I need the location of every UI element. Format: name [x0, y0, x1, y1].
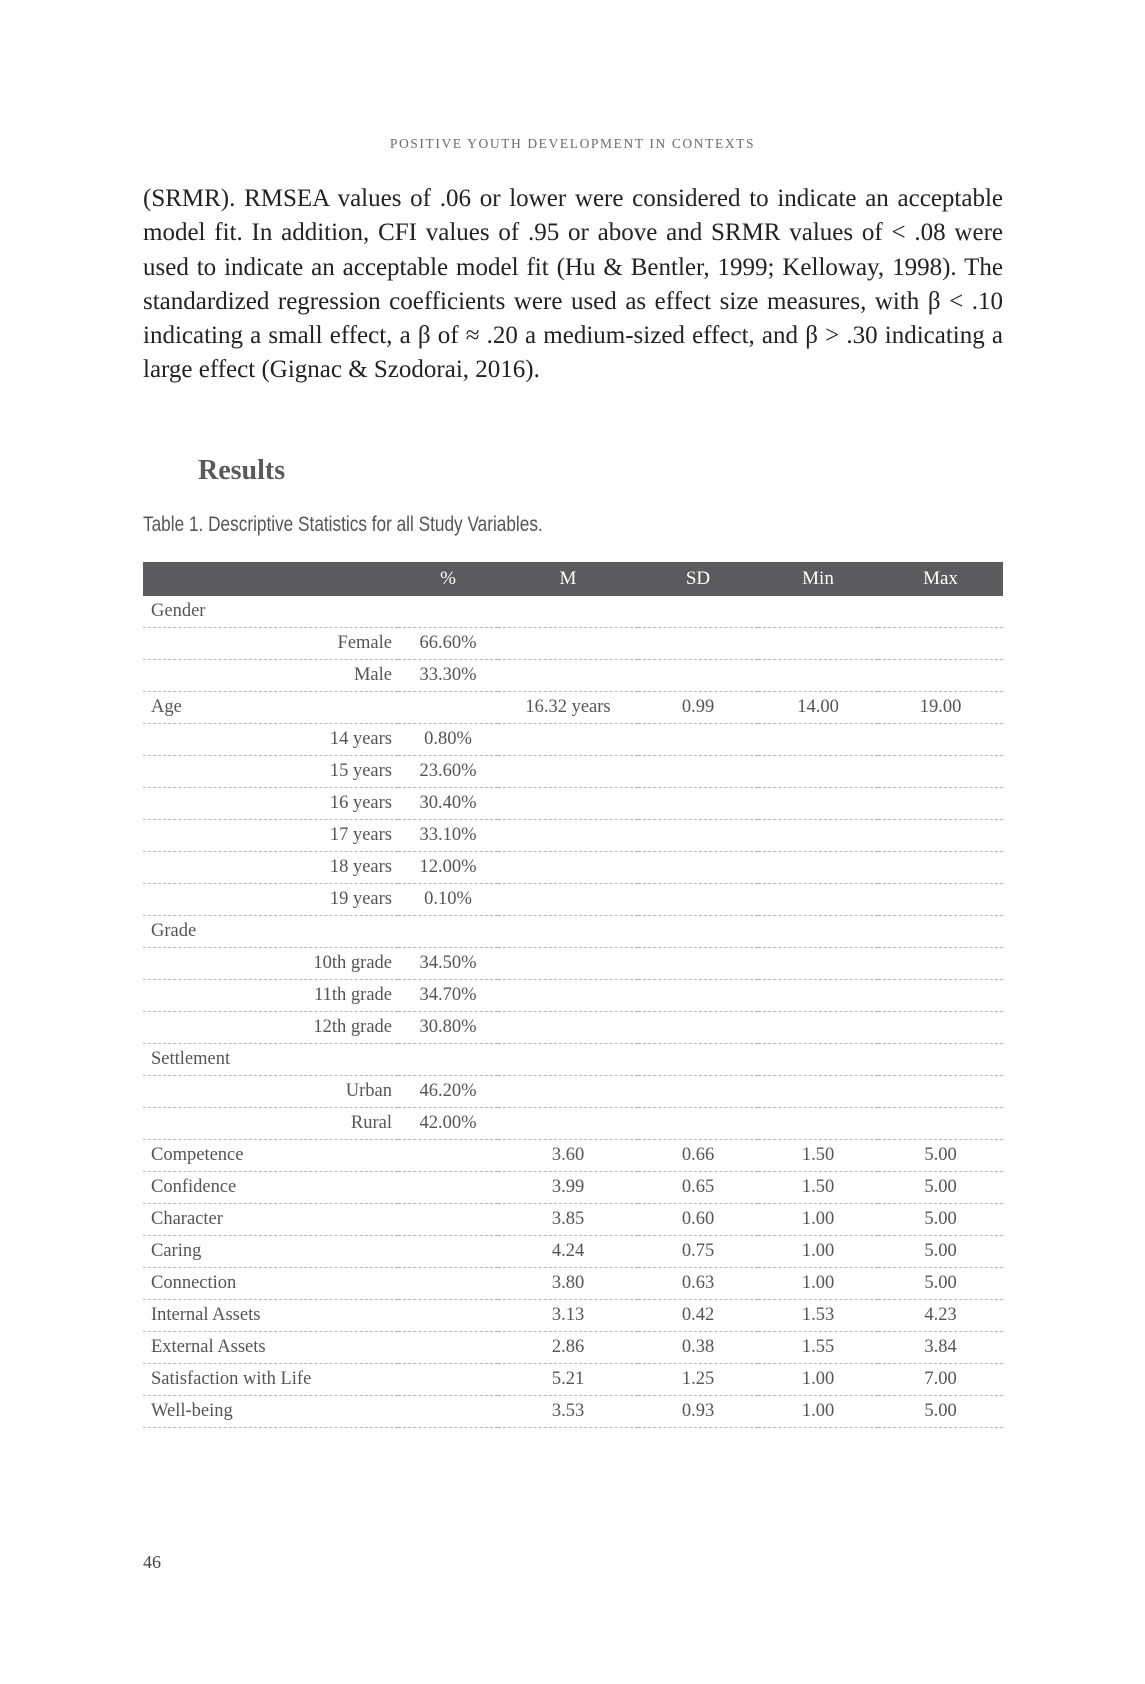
- table-body: [143, 596, 1003, 1428]
- cell-percent: 46.20%: [398, 1076, 498, 1108]
- cell-mean: 3.99: [498, 1172, 638, 1204]
- row-sublabel: Rural: [143, 1108, 398, 1140]
- cell-sd: 0.99: [638, 692, 758, 724]
- cell-percent: [398, 1300, 498, 1332]
- table-row: [143, 852, 1003, 884]
- cell-max: 5.00: [878, 1236, 1003, 1268]
- row-sublabel: 19 years: [143, 884, 398, 916]
- table-row: [143, 788, 1003, 820]
- row-sublabel: 12th grade: [143, 1012, 398, 1044]
- cell-sd: 0.66: [638, 1140, 758, 1172]
- page-number: 46: [143, 1552, 161, 1572]
- row-sublabel: Male: [143, 660, 398, 692]
- table-row: [143, 1236, 1003, 1268]
- cell-max: 5.00: [878, 1268, 1003, 1300]
- row-label: Age: [143, 692, 398, 724]
- cell-max: [878, 1044, 1003, 1076]
- cell-min: 1.00: [758, 1204, 878, 1236]
- cell-mean: [498, 1108, 638, 1140]
- cell-mean: [498, 1012, 638, 1044]
- row-sublabel: Urban: [143, 1076, 398, 1108]
- cell-max: 4.23: [878, 1300, 1003, 1332]
- cell-sd: [638, 596, 758, 628]
- cell-percent: 0.10%: [398, 884, 498, 916]
- row-label: Character: [143, 1204, 398, 1236]
- cell-percent: 12.00%: [398, 852, 498, 884]
- table-row: [143, 692, 1003, 724]
- row-sublabel: 16 years: [143, 788, 398, 820]
- table-header-row: [143, 562, 1003, 596]
- cell-percent: 0.80%: [398, 724, 498, 756]
- cell-percent: 30.40%: [398, 788, 498, 820]
- cell-min: [758, 884, 878, 916]
- table-row: [143, 1172, 1003, 1204]
- cell-max: 5.00: [878, 1204, 1003, 1236]
- column-header-max: Max: [878, 562, 1003, 596]
- row-label: External Assets: [143, 1332, 398, 1364]
- table-row: [143, 1364, 1003, 1396]
- row-label: Well-being: [143, 1396, 398, 1428]
- table-row: [143, 1076, 1003, 1108]
- cell-percent: [398, 1332, 498, 1364]
- cell-max: [878, 948, 1003, 980]
- cell-mean: [498, 628, 638, 660]
- cell-sd: 0.60: [638, 1204, 758, 1236]
- row-sublabel: 11th grade: [143, 980, 398, 1012]
- cell-max: [878, 788, 1003, 820]
- table-row: [143, 980, 1003, 1012]
- table-row: [143, 916, 1003, 948]
- cell-percent: [398, 692, 498, 724]
- cell-min: [758, 788, 878, 820]
- cell-sd: [638, 1108, 758, 1140]
- row-sublabel: 14 years: [143, 724, 398, 756]
- cell-max: 7.00: [878, 1364, 1003, 1396]
- table-row: [143, 660, 1003, 692]
- cell-percent: 66.60%: [398, 628, 498, 660]
- column-header-label: [143, 562, 398, 596]
- cell-mean: [498, 948, 638, 980]
- table-row: [143, 1268, 1003, 1300]
- cell-min: 1.00: [758, 1236, 878, 1268]
- cell-percent: 42.00%: [398, 1108, 498, 1140]
- cell-mean: 5.21: [498, 1364, 638, 1396]
- cell-percent: [398, 1236, 498, 1268]
- cell-min: 1.50: [758, 1140, 878, 1172]
- cell-max: [878, 1076, 1003, 1108]
- cell-sd: 0.38: [638, 1332, 758, 1364]
- section-heading-results: Results: [198, 455, 286, 486]
- cell-sd: 0.93: [638, 1396, 758, 1428]
- cell-percent: [398, 1204, 498, 1236]
- row-sublabel: Female: [143, 628, 398, 660]
- row-sublabel: 10th grade: [143, 948, 398, 980]
- cell-percent: [398, 1140, 498, 1172]
- cell-percent: 33.10%: [398, 820, 498, 852]
- table-row: [143, 756, 1003, 788]
- cell-mean: [498, 916, 638, 948]
- cell-max: [878, 1108, 1003, 1140]
- cell-max: [878, 1012, 1003, 1044]
- cell-percent: [398, 1364, 498, 1396]
- row-label: Confidence: [143, 1172, 398, 1204]
- table-row: [143, 1332, 1003, 1364]
- cell-max: 19.00: [878, 692, 1003, 724]
- row-label: Caring: [143, 1236, 398, 1268]
- table-row: [143, 884, 1003, 916]
- row-label: Grade: [143, 916, 398, 948]
- cell-mean: [498, 660, 638, 692]
- cell-sd: 0.42: [638, 1300, 758, 1332]
- cell-max: [878, 756, 1003, 788]
- cell-sd: 0.63: [638, 1268, 758, 1300]
- table-row: [143, 1044, 1003, 1076]
- column-header-sd: SD: [638, 562, 758, 596]
- cell-sd: [638, 980, 758, 1012]
- row-label: Connection: [143, 1268, 398, 1300]
- table-row: [143, 628, 1003, 660]
- cell-mean: 3.53: [498, 1396, 638, 1428]
- cell-mean: 4.24: [498, 1236, 638, 1268]
- table-row: [143, 1012, 1003, 1044]
- table-row: [143, 724, 1003, 756]
- cell-percent: 34.70%: [398, 980, 498, 1012]
- cell-sd: [638, 628, 758, 660]
- cell-sd: [638, 660, 758, 692]
- cell-min: [758, 660, 878, 692]
- row-label: Settlement: [143, 1044, 398, 1076]
- row-label: Satisfaction with Life: [143, 1364, 398, 1396]
- cell-percent: [398, 1268, 498, 1300]
- cell-percent: [398, 1044, 498, 1076]
- cell-max: [878, 660, 1003, 692]
- cell-min: [758, 820, 878, 852]
- cell-mean: [498, 756, 638, 788]
- row-label: Competence: [143, 1140, 398, 1172]
- cell-min: [758, 980, 878, 1012]
- cell-min: [758, 596, 878, 628]
- cell-min: 1.00: [758, 1364, 878, 1396]
- cell-percent: [398, 596, 498, 628]
- cell-mean: 3.13: [498, 1300, 638, 1332]
- row-label: Internal Assets: [143, 1300, 398, 1332]
- cell-mean: 3.80: [498, 1268, 638, 1300]
- cell-min: 14.00: [758, 692, 878, 724]
- cell-mean: [498, 596, 638, 628]
- cell-min: [758, 916, 878, 948]
- cell-min: 1.53: [758, 1300, 878, 1332]
- cell-percent: 33.30%: [398, 660, 498, 692]
- table-row: [143, 1396, 1003, 1428]
- cell-min: [758, 1076, 878, 1108]
- row-sublabel: 17 years: [143, 820, 398, 852]
- cell-max: [878, 884, 1003, 916]
- table-row: [143, 820, 1003, 852]
- cell-max: 5.00: [878, 1172, 1003, 1204]
- body-paragraph: (SRMR). RMSEA values of .06 or lower were considered to indicate an acceptable model fit. In addition, CFI values of .95 or above and SRMR values of < .08 were used to indicate an acceptable model fit (Hu & Bentler, 1999; Kelloway, 1998). The standardized regression coefficients were used as effect size measures, with β < .10 indicating a small effect, a β of ≈ .20 a medium-sized effect, and β > .30 indicating a large effect (Gignac & Szodorai, 2016).: [143, 185, 1003, 384]
- cell-mean: 16.32 years: [498, 692, 638, 724]
- cell-percent: [398, 916, 498, 948]
- cell-max: [878, 852, 1003, 884]
- cell-min: [758, 724, 878, 756]
- cell-sd: 0.65: [638, 1172, 758, 1204]
- cell-sd: [638, 852, 758, 884]
- cell-sd: 1.25: [638, 1364, 758, 1396]
- cell-sd: [638, 1012, 758, 1044]
- cell-sd: [638, 820, 758, 852]
- cell-sd: [638, 1044, 758, 1076]
- cell-mean: 3.85: [498, 1204, 638, 1236]
- cell-mean: [498, 820, 638, 852]
- cell-sd: [638, 724, 758, 756]
- cell-mean: 2.86: [498, 1332, 638, 1364]
- cell-min: 1.00: [758, 1396, 878, 1428]
- row-label: Gender: [143, 596, 398, 628]
- cell-max: 5.00: [878, 1396, 1003, 1428]
- cell-min: [758, 852, 878, 884]
- cell-min: [758, 948, 878, 980]
- cell-max: [878, 980, 1003, 1012]
- cell-mean: [498, 852, 638, 884]
- cell-min: 1.00: [758, 1268, 878, 1300]
- cell-max: [878, 916, 1003, 948]
- cell-percent: 23.60%: [398, 756, 498, 788]
- cell-max: 5.00: [878, 1140, 1003, 1172]
- cell-sd: 0.75: [638, 1236, 758, 1268]
- cell-mean: [498, 1044, 638, 1076]
- row-sublabel: 18 years: [143, 852, 398, 884]
- cell-sd: [638, 756, 758, 788]
- cell-mean: 3.60: [498, 1140, 638, 1172]
- column-header-mean: M: [498, 562, 638, 596]
- descriptive-statistics-table: [143, 562, 1003, 1428]
- table-row: [143, 1204, 1003, 1236]
- cell-sd: [638, 884, 758, 916]
- cell-mean: [498, 788, 638, 820]
- cell-max: [878, 628, 1003, 660]
- cell-min: 1.55: [758, 1332, 878, 1364]
- cell-sd: [638, 788, 758, 820]
- cell-percent: 34.50%: [398, 948, 498, 980]
- cell-mean: [498, 1076, 638, 1108]
- cell-min: [758, 756, 878, 788]
- column-header-percent: %: [398, 562, 498, 596]
- cell-max: [878, 724, 1003, 756]
- cell-percent: [398, 1396, 498, 1428]
- cell-max: [878, 820, 1003, 852]
- cell-min: 1.50: [758, 1172, 878, 1204]
- column-header-min: Min: [758, 562, 878, 596]
- table-row: [143, 1140, 1003, 1172]
- cell-max: [878, 596, 1003, 628]
- cell-max: 3.84: [878, 1332, 1003, 1364]
- table-caption: Table 1. Descriptive Statistics for all Study Variables.: [143, 513, 543, 536]
- cell-min: [758, 1012, 878, 1044]
- row-sublabel: 15 years: [143, 756, 398, 788]
- table-row: [143, 1108, 1003, 1140]
- cell-sd: [638, 916, 758, 948]
- cell-min: [758, 1108, 878, 1140]
- running-head: POSITIVE YOUTH DEVELOPMENT IN CONTEXTS: [389, 136, 756, 151]
- cell-min: [758, 628, 878, 660]
- cell-mean: [498, 724, 638, 756]
- cell-min: [758, 1044, 878, 1076]
- cell-mean: [498, 884, 638, 916]
- cell-percent: [398, 1172, 498, 1204]
- cell-sd: [638, 948, 758, 980]
- table-row: [143, 948, 1003, 980]
- cell-percent: 30.80%: [398, 1012, 498, 1044]
- cell-sd: [638, 1076, 758, 1108]
- table-row: [143, 1300, 1003, 1332]
- table-row: [143, 596, 1003, 628]
- cell-mean: [498, 980, 638, 1012]
